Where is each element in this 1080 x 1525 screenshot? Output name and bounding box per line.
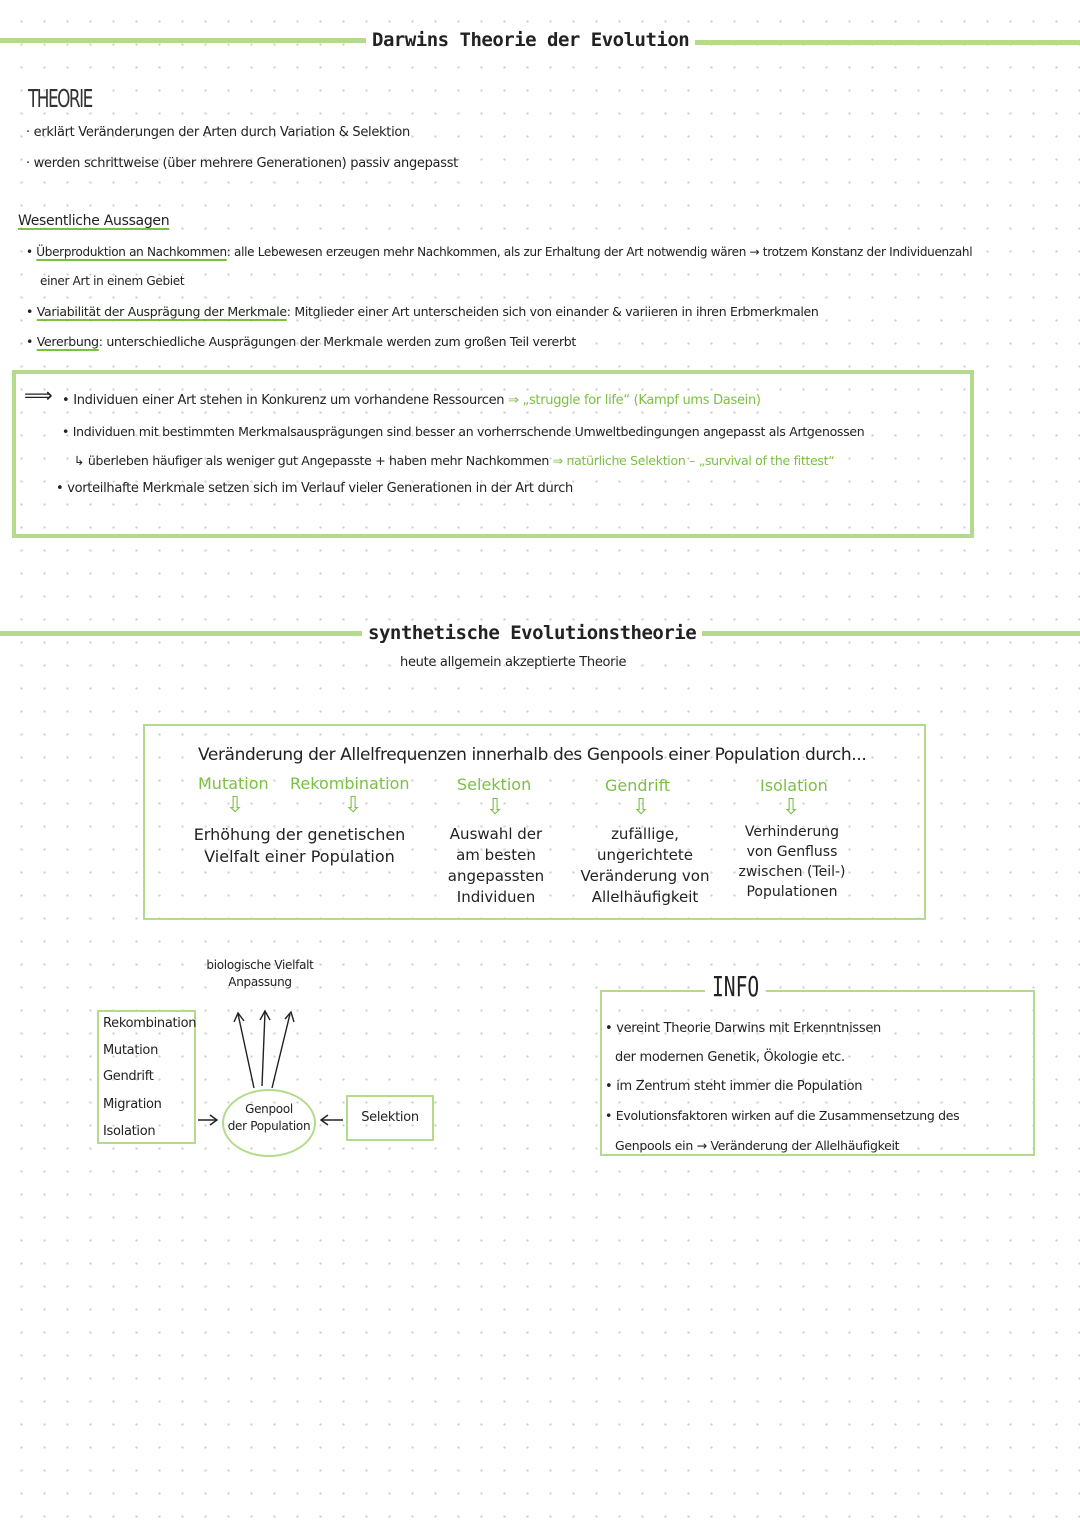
statement-overproduction-cont: einer Art in einem Gebiet xyxy=(40,274,185,288)
isolation-description: Verhinderung von Genfluss zwischen (Teil-) Populationen xyxy=(738,824,846,900)
section2-subtitle: heute allgemein akzeptierte Theorie xyxy=(400,655,627,670)
info-line-3b: Genpools ein → Veränderung der Allelhäufigkeit xyxy=(615,1138,900,1153)
selektion-description: Auswahl der am besten angepassten Individuen xyxy=(447,825,545,906)
arrow-down-icon: ⇩ xyxy=(782,795,801,820)
statement-variability: • Variabilität der Ausprägung der Merkmale: Mitglieder einer Art unterscheiden sich von einander & variieren in ihren Erbmerkmalen xyxy=(26,304,819,319)
arrow-down-icon: ⇩ xyxy=(344,793,363,818)
factor-mutation: Mutation xyxy=(198,774,269,793)
genpool-label-1: Genpool xyxy=(245,1102,293,1116)
factors-box-title: Veränderung der Allelfrequenzen innerhalb des Genpools einer Population durch... xyxy=(198,745,867,765)
conclusion-arrow: ⟹ xyxy=(24,383,53,407)
section2-title: synthetische Evolutionstheorie xyxy=(362,622,702,644)
section2-rule-right xyxy=(655,631,1080,636)
info-box xyxy=(600,990,1035,1156)
info-line-1b: der modernen Genetik, Ökologie etc. xyxy=(615,1050,845,1065)
diagram-top-label-2: Anpassung xyxy=(228,975,292,989)
conclusion-line-2: • Individuen mit bestimmten Merkmalsausprägungen sind besser an vorherrschende Umweltbedingungen angepasst als Artgenossen xyxy=(62,424,865,439)
statement-overproduction: • Überproduktion an Nachkommen: alle Lebewesen erzeugen mehr Nachkommen, als zur Erhaltung der Art notwendig wären → trotzem Konstanz der Individuenzahl xyxy=(26,245,973,259)
theory-point-1: · erklärt Veränderungen der Arten durch Variation & Selektion xyxy=(26,125,410,140)
diagram-top-label-1: biologische Vielfalt xyxy=(206,958,314,972)
factor-rekombination: Rekombination xyxy=(290,774,410,793)
title-rule-right xyxy=(655,40,1080,45)
factor-gendrift: Gendrift xyxy=(605,776,671,795)
info-heading: INFO xyxy=(705,970,766,1003)
conclusion-line-1: • Individuen einer Art stehen in Konkurenz um vorhandene Ressourcen ⇒ „struggle for life“ (Kampf ums Dasein) xyxy=(62,393,761,408)
diagram-factor-mutation: Mutation xyxy=(103,1043,159,1058)
info-line-2: • im Zentrum steht immer die Population xyxy=(605,1079,863,1094)
theory-heading: THEORIE xyxy=(28,84,92,113)
factor-selektion: Selektion xyxy=(457,775,532,794)
statements-heading: Wesentliche Aussagen xyxy=(18,213,170,229)
info-line-1: • vereint Theorie Darwins mit Erkenntnissen xyxy=(605,1021,881,1036)
selektion-box-label: Selektion xyxy=(361,1110,419,1125)
title-rule-left xyxy=(0,38,370,43)
section1-title: Darwins Theorie der Evolution xyxy=(366,29,695,51)
genpool-label-2: der Population xyxy=(227,1119,311,1133)
diagram-factor-isolation: Isolation xyxy=(103,1124,156,1139)
factor-isolation: Isolation xyxy=(760,776,828,795)
mut-rek-description: Erhöhung der genetischen Vielfalt einer Population xyxy=(193,825,406,866)
diagram-factor-rekombination: Rekombination xyxy=(103,1016,197,1031)
statement-inheritance: • Vererbung: unterschiedliche Ausprägungen der Merkmale werden zum großen Teil vererbt xyxy=(26,334,577,349)
arrow-down-icon: ⇩ xyxy=(632,795,651,820)
diagram-factor-gendrift: Gendrift xyxy=(103,1069,154,1084)
conclusion-line-4: • vorteilhafte Merkmale setzen sich im Verlauf vieler Generationen in der Art durch xyxy=(56,481,573,496)
conclusion-line-3: ↳ überleben häufiger als weniger gut Angepasste + haben mehr Nachkommen ⇒ natürliche Selektion – „survival of the fittest“ xyxy=(74,453,835,468)
theory-point-2: · werden schrittweise (über mehrere Generationen) passiv angepasst xyxy=(26,156,458,171)
arrow-down-icon: ⇩ xyxy=(226,793,245,818)
info-line-3: • Evolutionsfaktoren wirken auf die Zusammensetzung des xyxy=(605,1108,960,1123)
arrow-down-icon: ⇩ xyxy=(486,795,505,820)
gendrift-description: zufällige, ungerichtete Veränderung von Allelhäufigkeit xyxy=(580,825,710,906)
section2-rule-left xyxy=(0,631,370,636)
diagram-factor-migration: Migration xyxy=(103,1097,162,1112)
